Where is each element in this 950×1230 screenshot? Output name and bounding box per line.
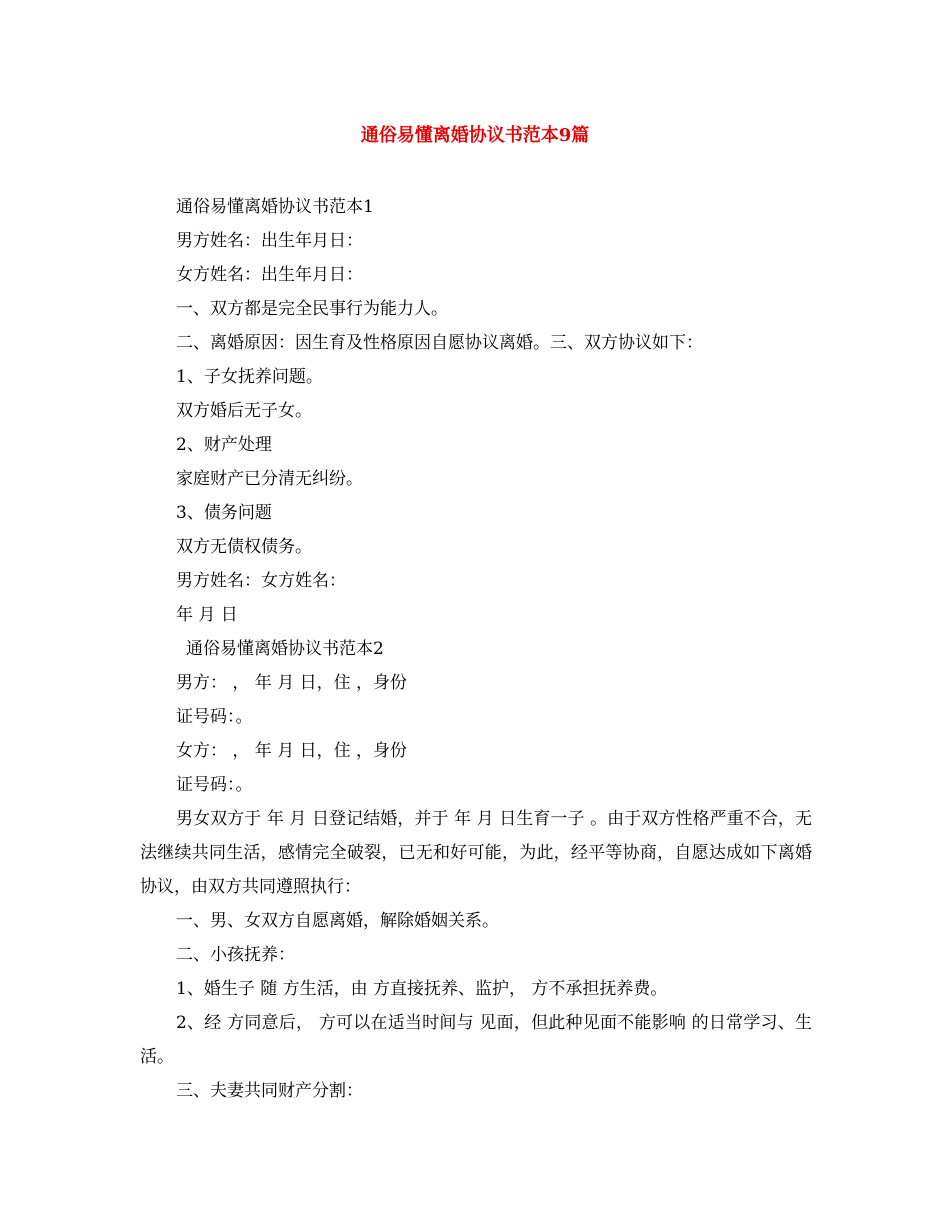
paragraph: 一、双方都是完全民事行为能力人。 bbox=[176, 299, 448, 319]
paragraph: 证号码：。 bbox=[176, 707, 253, 727]
paragraph: 男方： ， 年 月 日，住 ，身份 bbox=[176, 673, 408, 693]
paragraph: 男方姓名：女方姓名： bbox=[176, 571, 346, 591]
paragraph: 二、离婚原因：因生育及性格原因自愿协议离婚。三、双方协议如下： bbox=[176, 333, 703, 353]
paragraph: 家庭财产已分清无纠纷。 bbox=[176, 469, 363, 489]
paragraph: 3、债务问题 bbox=[176, 503, 272, 523]
paragraph: 双方无债权债务。 bbox=[176, 537, 312, 557]
paragraph: 2、经 方同意后， 方可以在适当时间与 见面，但此种见面不能影响 的日常学习、生活。 bbox=[140, 1013, 812, 1067]
paragraph: 2、财产处理 bbox=[176, 435, 272, 455]
paragraph: 男方姓名：出生年月日： bbox=[176, 231, 363, 251]
paragraph: 通俗易懂离婚协议书范本1 bbox=[176, 197, 374, 217]
paragraph: 1、婚生子 随 方生活，由 方直接抚养、监护， 方不承担抚养费。 bbox=[176, 979, 668, 999]
paragraph: 1、子女抚养问题。 bbox=[176, 367, 323, 387]
paragraph: 年 月 日 bbox=[176, 605, 238, 625]
paragraph: 双方婚后无子女。 bbox=[176, 401, 312, 421]
paragraph: 女方： ， 年 月 日，住 ，身份 bbox=[176, 741, 408, 761]
paragraph: 通俗易懂离婚协议书范本2 bbox=[186, 639, 384, 659]
paragraph: 女方姓名：出生年月日： bbox=[176, 265, 363, 285]
document-body bbox=[140, 190, 812, 1108]
paragraph: 一、男、女双方自愿离婚，解除婚姻关系。 bbox=[176, 911, 499, 931]
paragraph: 男女双方于 年 月 日登记结婚，并于 年 月 日生育一子 。由于双方性格严重不合，无法继续共同生活，感情完全破裂，已无和好可能，为此，经平等协商，自愿达成如下离婚协议，由双方共同遵照执行： bbox=[140, 809, 812, 897]
paragraph: 二、小孩抚养： bbox=[176, 945, 295, 965]
paragraph: 证号码：。 bbox=[176, 775, 253, 795]
paragraph: 三、夫妻共同财产分割： bbox=[176, 1081, 363, 1101]
document-title: 通俗易懂离婚协议书范本9篇 bbox=[360, 125, 590, 146]
